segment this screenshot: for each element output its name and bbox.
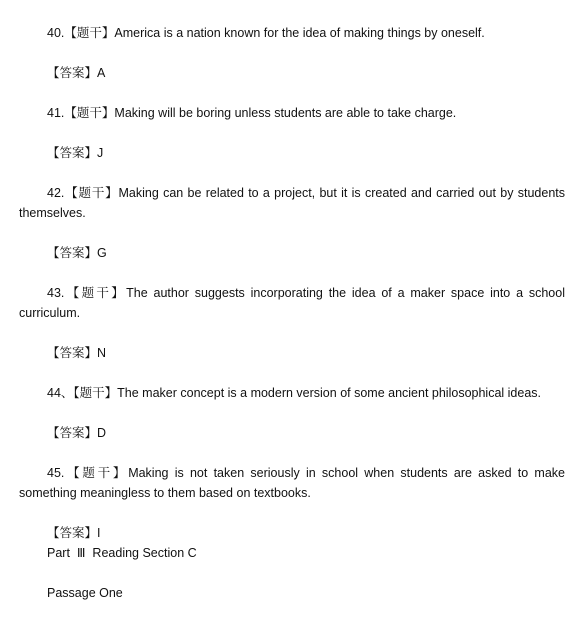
answer-41 [19,143,580,163]
stem-tag: 【题干】 [64,186,119,200]
answer-43 [19,343,580,363]
stem-tag: 【题干】 [64,466,129,480]
answer-value: A [97,66,106,80]
question-stem: The author suggests incorporating the idea of a maker space into a school curriculum. [19,286,565,320]
stem-tag: 【题干】 [64,286,127,300]
question-stem: The maker concept is a modern version of some ancient philosophical ideas. [117,386,542,400]
answer-tag: 【答案】 [47,66,98,80]
question-number: 42. [47,186,65,200]
answer-value: I [97,526,101,540]
stem-tag: 【题干】 [64,106,115,120]
question-43 [19,283,565,323]
answer-42 [19,243,580,263]
question-42 [19,183,565,223]
question-number: 44、 [47,386,74,400]
stem-tag: 【题干】 [73,386,118,400]
question-number: 45. [47,466,65,480]
question-stem: America is a nation known for the idea of making things by oneself. [114,26,485,40]
section-heading: Part Ⅲ Reading Section C [47,546,197,560]
answer-tag: 【答案】 [47,426,98,440]
question-stem: Making can be related to a project, but it is created and carried out by students themselves. [19,186,565,220]
answer-tag: 【答案】 [47,246,98,260]
question-stem: Making will be boring unless students are able to take charge. [114,106,457,120]
question-number: 40. [47,26,65,40]
answer-45 [19,523,580,543]
answer-tag: 【答案】 [47,146,98,160]
question-40 [19,23,565,43]
answer-tag: 【答案】 [47,526,98,540]
answer-40 [19,63,580,83]
answer-44 [19,423,580,443]
question-number: 43. [47,286,65,300]
question-stem: Making is not taken seriously in school when students are asked to make something meaningless to them based on textbooks. [19,466,565,500]
answer-value: N [97,346,107,360]
question-44 [19,383,565,403]
answer-tag: 【答案】 [47,346,98,360]
question-number: 41. [47,106,65,120]
stem-tag: 【题干】 [64,26,115,40]
answer-value: G [97,246,107,260]
question-41 [19,103,565,123]
answer-value: D [97,426,107,440]
passage-heading: Passage One [47,586,123,600]
answer-value: J [97,146,104,160]
question-45 [19,463,565,503]
